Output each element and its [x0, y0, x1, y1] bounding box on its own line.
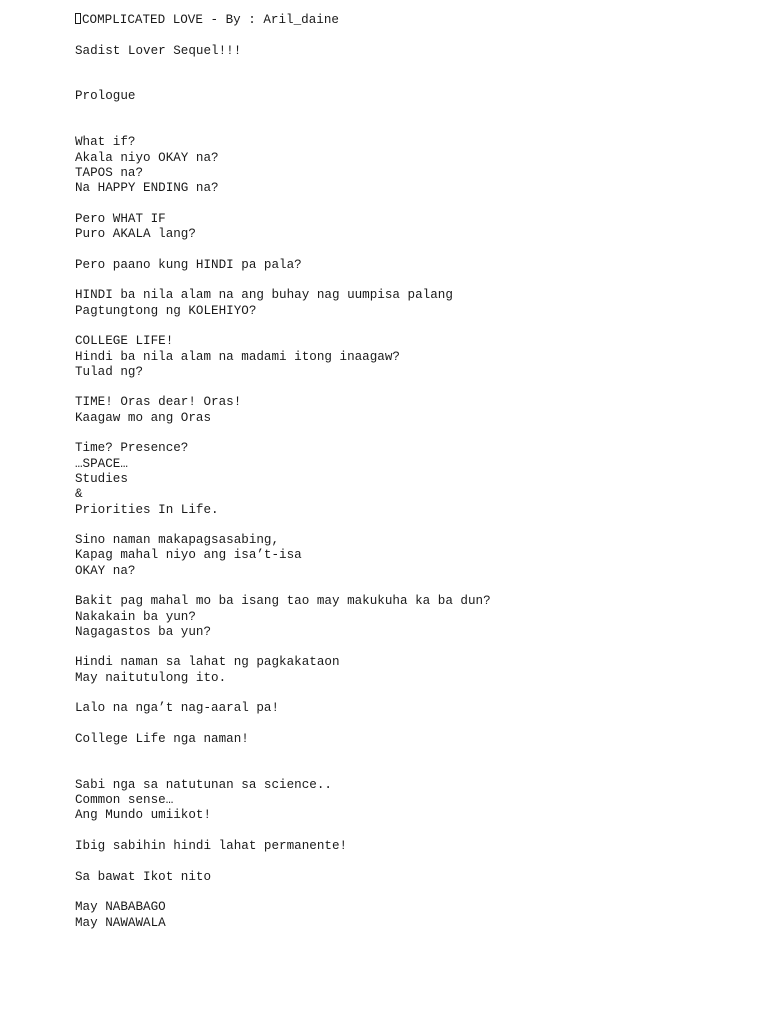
text-line: Pero paano kung HINDI pa pala? [75, 257, 302, 272]
text-line: May naitutulong ito. [75, 670, 227, 685]
blank-line [75, 105, 755, 120]
blank-line [75, 579, 755, 594]
text-line: Nagagastos ba yun? [75, 624, 212, 639]
blank-line [75, 319, 755, 334]
text-line: & [75, 487, 83, 502]
text-line: Bakit pag mahal mo ba isang tao may makukuha ka ba dun? [75, 594, 491, 609]
text-line: Time? Presence? [75, 441, 189, 456]
blank-line [75, 885, 755, 900]
text-line: College Life nga naman! [75, 731, 249, 746]
text-line: Sino naman makapagsasabing, [75, 533, 280, 548]
text-line: Pero WHAT IF [75, 211, 166, 226]
blank-line [75, 120, 755, 135]
text-line: Kapag mahal niyo ang isa’t-isa [75, 548, 302, 563]
text-line: Lalo na nga’t nag-aaral pa! [75, 701, 280, 716]
blank-line [75, 59, 755, 74]
blank-line [75, 28, 755, 43]
blank-line [75, 717, 755, 732]
section-heading: Prologue [75, 89, 136, 104]
blank-line [75, 686, 755, 701]
blank-line [75, 242, 755, 257]
document-title: COMPLICATED LOVE - By : Aril_daine [82, 13, 339, 27]
text-line: HINDI ba nila alam na ang buhay nag uumpisa palang [75, 288, 453, 303]
document-body [75, 135, 755, 930]
blank-line [75, 824, 755, 839]
text-line: Pagtungtong ng KOLEHIYO? [75, 303, 257, 318]
text-line: TIME! Oras dear! Oras! [75, 395, 242, 410]
text-line: Ibig sabihin hindi lahat permanente! [75, 839, 348, 854]
blank-line [75, 640, 755, 655]
text-line: Nakakain ba yun? [75, 609, 196, 624]
text-line: Common sense… [75, 793, 174, 808]
text-line: Ang Mundo umiikot! [75, 808, 212, 823]
text-line: OKAY na? [75, 563, 136, 578]
text-line: …SPACE… [75, 456, 128, 471]
document-subtitle: Sadist Lover Sequel!!! [75, 43, 242, 58]
text-line: Sabi nga sa natutunan sa science.. [75, 777, 332, 792]
text-line: Studies [75, 471, 128, 486]
blank-line [75, 518, 755, 533]
blank-line [75, 197, 755, 212]
text-line: May NAWAWALA [75, 915, 166, 930]
text-line: Kaagaw mo ang Oras [75, 410, 212, 425]
text-line: Puro AKALA lang? [75, 227, 196, 242]
document-page [75, 13, 755, 931]
text-line: Priorities In Life. [75, 502, 219, 517]
text-line: COLLEGE LIFE! [75, 334, 174, 349]
text-line: Tulad ng? [75, 364, 144, 379]
text-line: Sa bawat Ikot nito [75, 869, 212, 884]
blank-line [75, 854, 755, 869]
blank-line [75, 747, 755, 762]
text-line: TAPOS na? [75, 165, 144, 180]
blank-line [75, 763, 755, 778]
text-line: Hindi naman sa lahat ng pagkakataon [75, 655, 340, 670]
text-line: Na HAPPY ENDING na? [75, 181, 219, 196]
text-line: Akala niyo OKAY na? [75, 150, 219, 165]
text-line: Hindi ba nila alam na madami itong inaagaw? [75, 349, 400, 364]
blank-line [75, 74, 755, 89]
text-line: What if? [75, 135, 136, 150]
missing-glyph-icon [75, 13, 81, 24]
document-title-line [75, 13, 755, 28]
blank-line [75, 426, 755, 441]
blank-line [75, 380, 755, 395]
text-line: May NABABAGO [75, 900, 166, 915]
blank-line [75, 273, 755, 288]
